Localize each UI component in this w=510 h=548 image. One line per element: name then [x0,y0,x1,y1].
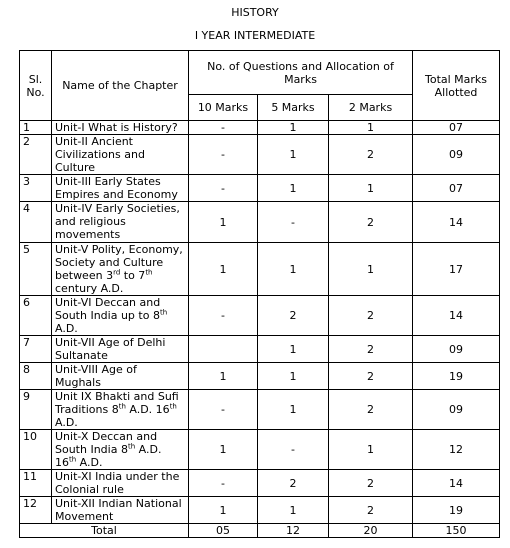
total-2-marks: 20 [329,524,413,538]
row-2-marks: 2 [329,135,413,175]
ordinal-suffix: th [169,402,177,411]
ordinal-suffix: th [127,442,136,451]
row-total: 12 [413,430,500,470]
col-2-marks-header: 2 Marks [329,95,413,121]
row-chapter-name: Unit-IV Early Societies, and religious movements [52,202,189,243]
chapter-name-part: Unit IX Bhakti and Sufi Traditions 8 [55,390,179,416]
ordinal-suffix: th [118,402,126,411]
row-sl: 4 [20,202,52,243]
row-total: 09 [413,336,500,363]
row-chapter-name: Unit-II Ancient Civilizations and Culture [52,135,189,175]
row-5-marks: 1 [258,336,329,363]
row-5-marks: 1 [258,497,329,524]
row-chapter-name [52,390,189,430]
row-sl: 2 [20,135,52,175]
row-10-marks: - [189,470,258,497]
row-10-marks: 1 [189,243,258,296]
row-5-marks: 1 [258,243,329,296]
chapter-name-part: Unit-VI Deccan and South India up to 8 [55,296,161,322]
row-10-marks: 1 [189,497,258,524]
row-10-marks: - [189,296,258,336]
total-label: Total [20,524,189,538]
row-5-marks: 1 [258,390,329,430]
row-5-marks: - [258,430,329,470]
row-chapter-name: Unit-I What is History? [52,121,189,135]
chapter-name-part: A.D. 16 [55,443,162,469]
total-5-marks: 12 [258,524,329,538]
row-chapter-name [52,243,189,296]
row-sl: 8 [20,363,52,390]
col-sl-header: Sl. No. [20,51,52,121]
row-chapter-name: Unit-VII Age of Delhi Sultanate [52,336,189,363]
row-2-marks: 1 [329,121,413,135]
row-chapter-name: Unit-VIII Age of Mughals [52,363,189,390]
table-row [20,121,500,135]
row-2-marks: 2 [329,296,413,336]
row-sl: 12 [20,497,52,524]
row-total: 07 [413,175,500,202]
row-chapter-name: Unit-III Early States Empires and Economy [52,175,189,202]
row-total: 09 [413,135,500,175]
row-total: 14 [413,470,500,497]
col-total-header: Total Marks Allotted [413,51,500,121]
row-sl: 1 [20,121,52,135]
row-sl: 7 [20,336,52,363]
chapter-name-part: A.D. 16 [125,403,170,416]
row-2-marks: 2 [329,497,413,524]
chapter-name-part: to 7 [120,269,146,282]
row-10-marks: - [189,135,258,175]
row-10-marks: - [189,390,258,430]
row-sl: 11 [20,470,52,497]
row-10-marks: 1 [189,363,258,390]
row-5-marks: 1 [258,175,329,202]
subject-title: HISTORY [231,6,279,19]
chapter-name-part: A.D. [55,416,78,429]
row-2-marks: 1 [329,243,413,296]
row-2-marks: 1 [329,175,413,202]
ordinal-suffix: th [159,308,168,317]
table-row [20,470,500,497]
row-5-marks: 1 [258,121,329,135]
table-row [20,390,500,430]
row-chapter-name: Unit-XI India under the Colonial rule [52,470,189,497]
row-sl: 10 [20,430,52,470]
chapter-name-part: century A.D. [55,282,124,295]
row-total: 19 [413,497,500,524]
table-row [20,336,500,363]
row-2-marks: 2 [329,390,413,430]
row-sl: 5 [20,243,52,296]
col-5-marks-header: 5 Marks [258,95,329,121]
row-chapter-name: Unit-XII Indian National Movement [52,497,189,524]
table-row [20,430,500,470]
chapter-name-part: Unit-V Polity, Economy, Society and Culture between 3 [55,243,183,282]
row-5-marks: 2 [258,470,329,497]
row-10-marks: 1 [189,202,258,243]
row-2-marks: 2 [329,363,413,390]
row-total: 07 [413,121,500,135]
row-sl: 6 [20,296,52,336]
row-total: 09 [413,390,500,430]
row-5-marks: 1 [258,363,329,390]
row-5-marks: 2 [258,296,329,336]
table-row [20,243,500,296]
row-5-marks: - [258,202,329,243]
row-10-marks: - [189,121,258,135]
total-marks: 150 [413,524,500,538]
chapter-name-part: Unit-X Deccan and South India 8 [55,430,158,456]
table-row [20,497,500,524]
row-chapter-name [52,430,189,470]
table-body [20,121,500,538]
col-10-marks-header: 10 Marks [189,95,258,121]
row-10-marks [189,336,258,363]
row-total: 17 [413,243,500,296]
row-chapter-name [52,296,189,336]
row-2-marks: 2 [329,470,413,497]
table-row [20,135,500,175]
row-10-marks: - [189,175,258,202]
total-10-marks: 05 [189,524,258,538]
ordinal-suffix: th [145,268,153,277]
row-total: 19 [413,363,500,390]
row-2-marks: 1 [329,430,413,470]
row-total: 14 [413,202,500,243]
row-2-marks: 2 [329,336,413,363]
chapter-name-part: A.D. [55,322,78,335]
col-name-header: Name of the Chapter [52,51,189,121]
row-10-marks: 1 [189,430,258,470]
row-sl: 3 [20,175,52,202]
row-2-marks: 2 [329,202,413,243]
row-total: 14 [413,296,500,336]
table-row [20,363,500,390]
year-title: I YEAR INTERMEDIATE [194,29,316,42]
table-row [20,296,500,336]
table-row [20,202,500,243]
table-row [20,175,500,202]
row-sl: 9 [20,390,52,430]
col-questions-header: No. of Questions and Allocation of Marks [189,51,413,95]
ordinal-suffix: rd [113,268,121,277]
ordinal-suffix: th [69,455,77,464]
marks-table [19,50,500,538]
chapter-name-part: A.D. [76,456,103,469]
row-5-marks: 1 [258,135,329,175]
